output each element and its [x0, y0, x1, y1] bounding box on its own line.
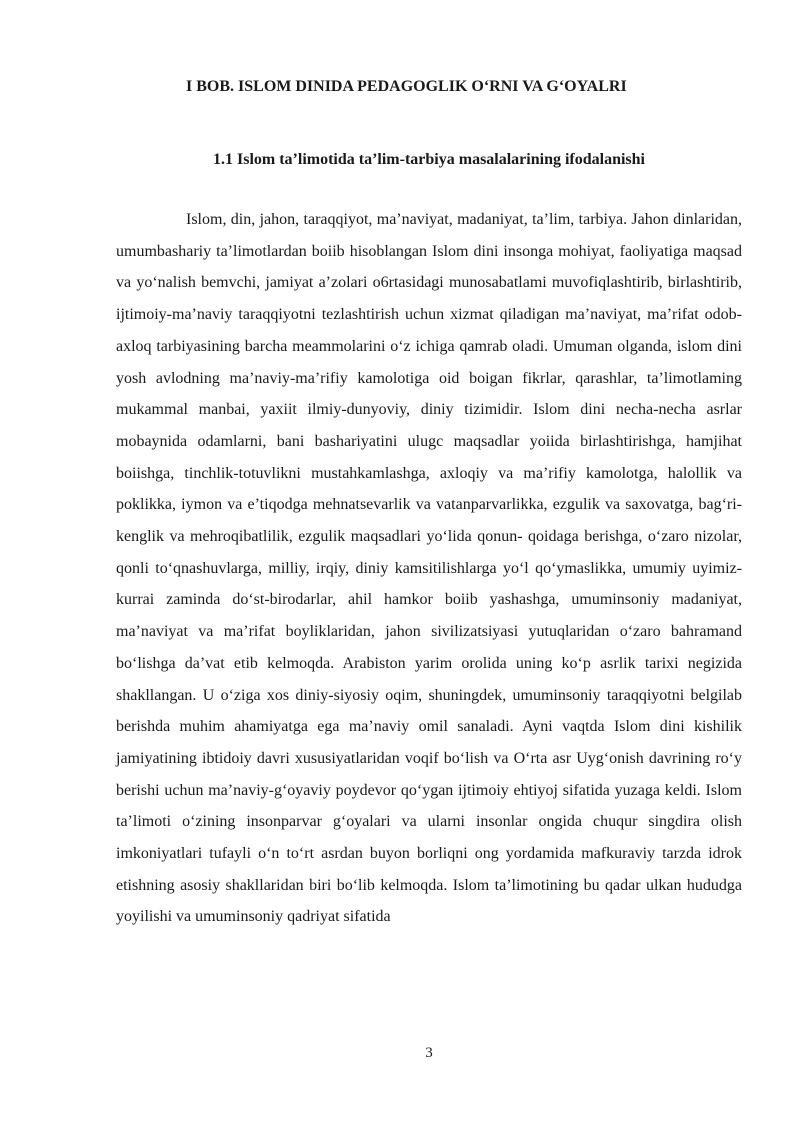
- chapter-title: I BOB. ISLOM DINIDA PEDAGOGLIK O‘RNI VA G‘OYALRI: [186, 78, 627, 95]
- page-number: 3: [425, 1045, 433, 1061]
- body-paragraph: Islom, din, jahon, taraqqiyot, ma’naviyat, madaniyat, ta’lim, tarbiya. Jahon dinlaridan, umumbashariy ta’limotlardan boiib hisoblangan Islom dini insonga mohiyat, faoliyatiga maqsad va yo‘nalish bemvchi, jamiyat a’zolari o6rtasidagi munosabatlami muvofiqlashtirib, birlashtirib, ijtimoiy-ma’naviy taraqqiyotni tezlashtirish uchun xizmat qiladigan ma’naviyat, ma’rifat odob-axloq tarbiyasining barcha meammolarini o‘z ichiga qamrab oladi. Umuman olganda, islom dini yosh avlodning ma’naviy-ma’rifiy kamolotiga oid boigan fikrlar, qarashlar, ta’limotlaming mukammal manbai, yaxiit ilmiy-dunyoviy, diniy tizimidir. Islom dini necha-necha asrlar mobaynida odamlarni, bani bashariyatini ulugc maqsadlar yoiida birlashtirishga, hamjihat boiishga, tinchlik-totuvlikni mustahkamlashga, axloqiy va ma’rifiy kamolotga, halollik va poklikka, iymon va e’tiqodga mehnatsevarlik va vatanparvarlikka, ezgulik va saxovatga, bag‘ri-kenglik va mehroqibatlilik, ezgulik maqsadlari yo‘lida qonun- qoidaga berishga, o‘zaro nizolar, qonli to‘qnashuvlarga, milliy, irqiy, diniy kamsitilishlarga yo‘l qo‘ymaslikka, umumiy uyimiz-kurrai zaminda do‘st-birodarlar, ahil hamkor boiib yashashga, umuminsoniy madaniyat, ma’naviyat va ma’rifat boyliklaridan, jahon sivilizatsiyasi yutuqlaridan o‘zaro bahramand bo‘lishga da’vat etib kelmoqda. Arabiston yarim orolida uning ko‘p asrlik tarixi negizida shakllangan. U o‘ziga xos diniy-siyosiy oqim, shuningdek, umuminsoniy taraqqiyotni belgilab berishda muhim ahamiyatga ega ma’naviy omil sanaladi. Ayni vaqtda Islom dini kishilik jamiyatining ibtidoiy davri xususiyatlaridan voqif bo‘lish va O‘rta asr Uyg‘onish davrining ro‘y berishi uchun ma’naviy-g‘oyaviy poydevor qo‘ygan ijtimoiy ehtiyoj sifatida yuzaga keldi. Islom ta’limoti o‘zining insonparvar g‘oyalari va ularni insonlar ongida chuqur singdira olish imkoniyatlari tufayli o‘n to‘rt asrdan buyon borliqni ong yordamida mafkuraviy tarzda idrok etishning asosiy shakllaridan biri bo‘lib kelmoqda. Islom ta’limotining bu qadar ulkan hududga yoyilishi va umuminsoniy qadriyat sifatida: [116, 211, 742, 926]
- section-title: 1.1 Islom ta’limotida ta’lim-tarbiya masalalarining ifodalanishi: [212, 151, 645, 168]
